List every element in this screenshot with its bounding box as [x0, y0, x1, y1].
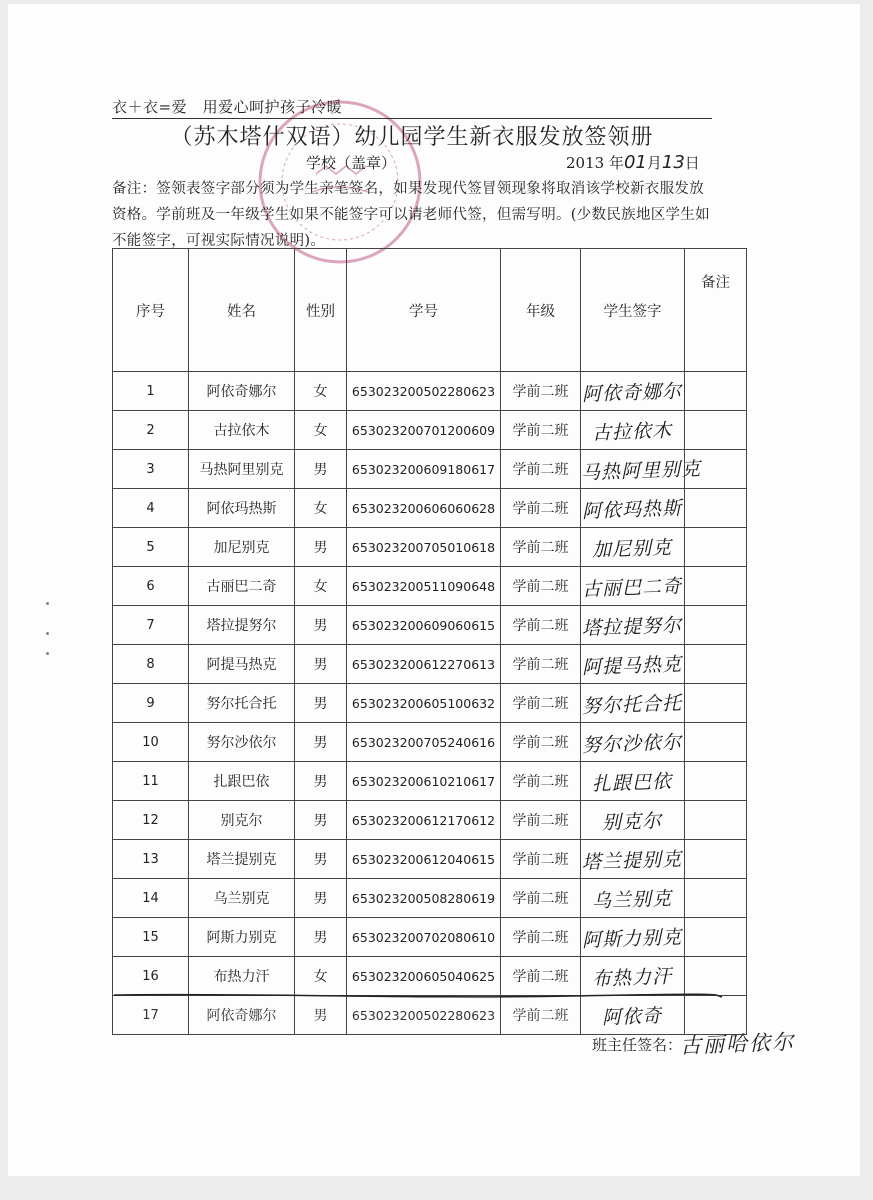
cell-signature [581, 996, 685, 1035]
header-student-id: 学号 [347, 249, 501, 372]
cell-name: 阿依奇娜尔 [189, 372, 295, 411]
cell-gender: 男 [295, 723, 347, 762]
table-row [113, 723, 747, 762]
handwritten-signature: 阿斯力别克 [582, 925, 683, 952]
cell-gender: 男 [295, 528, 347, 567]
header-gender: 性别 [295, 249, 347, 372]
cell-gender: 男 [295, 840, 347, 879]
cell-grade: 学前二班 [501, 996, 581, 1035]
cell-signature [581, 918, 685, 957]
cell-signature [581, 567, 685, 606]
roster-table [112, 248, 747, 1035]
cell-number: 11 [113, 762, 189, 801]
binder-dot [46, 632, 49, 635]
cell-name: 塔兰提别克 [189, 840, 295, 879]
cell-signature [581, 489, 685, 528]
cell-remarks [685, 801, 747, 840]
table-row [113, 567, 747, 606]
cell-signature [581, 801, 685, 840]
handwritten-signature: 努尔沙依尔 [582, 730, 683, 757]
cell-gender: 男 [295, 801, 347, 840]
cell-remarks [685, 372, 747, 411]
table-row [113, 801, 747, 840]
cell-remarks [685, 606, 747, 645]
table-row [113, 684, 747, 723]
cell-number: 4 [113, 489, 189, 528]
cell-name: 马热阿里别克 [189, 450, 295, 489]
cell-remarks [685, 723, 747, 762]
school-stamp-label: 学校（盖章） [306, 154, 397, 172]
header-name: 姓名 [189, 249, 295, 372]
cell-student-id: 653023200612170612 [347, 801, 501, 840]
cell-signature [581, 879, 685, 918]
cell-signature [581, 372, 685, 411]
header-grade: 年级 [501, 249, 581, 372]
cell-signature [581, 762, 685, 801]
table-row [113, 996, 747, 1035]
cell-name: 阿依玛热斯 [189, 489, 295, 528]
cell-remarks [685, 879, 747, 918]
strike-through-line [112, 991, 724, 1001]
cell-grade: 学前二班 [501, 528, 581, 567]
cell-grade: 学前二班 [501, 723, 581, 762]
binder-dot [46, 652, 49, 655]
cell-grade: 学前二班 [501, 684, 581, 723]
table-row [113, 879, 747, 918]
cell-name: 布热力汗 [189, 957, 295, 996]
cell-number: 16 [113, 957, 189, 996]
cell-grade: 学前二班 [501, 606, 581, 645]
handwritten-signature: 塔拉提努尔 [582, 613, 683, 640]
cell-remarks [685, 840, 747, 879]
cell-grade: 学前二班 [501, 840, 581, 879]
cell-gender: 女 [295, 372, 347, 411]
cell-grade: 学前二班 [501, 450, 581, 489]
cell-student-id: 653023200605100632 [347, 684, 501, 723]
cell-name: 乌兰别克 [189, 879, 295, 918]
header-number: 序号 [113, 249, 189, 372]
cell-name: 古丽巴二奇 [189, 567, 295, 606]
cell-remarks [685, 918, 747, 957]
cell-student-id: 653023200701200609 [347, 411, 501, 450]
cell-signature [581, 528, 685, 567]
cell-signature [581, 411, 685, 450]
cell-name: 古拉依木 [189, 411, 295, 450]
cell-student-id: 653023200508280619 [347, 879, 501, 918]
cell-student-id: 653023200705240616 [347, 723, 501, 762]
cell-remarks [685, 762, 747, 801]
handwritten-signature: 加尼别克 [592, 536, 673, 561]
cell-number: 13 [113, 840, 189, 879]
handwritten-signature: 努尔托合托 [582, 691, 683, 718]
cell-signature [580, 450, 702, 489]
cell-grade: 学前二班 [501, 645, 581, 684]
cell-name: 别克尔 [189, 801, 295, 840]
cell-grade: 学前二班 [501, 879, 581, 918]
cell-name: 阿斯力别克 [189, 918, 295, 957]
remarks-note: 备注：签领表签字部分须为学生亲笔签名，如果发现代签冒领现象将取消该学校新衣服发放资格。学前班及一年级学生如果不能签字可以请老师代签，但需写明。(少数民族地区学生如不能签字，可视实际情况说明)。 [112, 181, 710, 249]
cell-remarks [685, 567, 747, 606]
cell-name: 努尔沙依尔 [189, 723, 295, 762]
table-row [113, 528, 747, 567]
cell-name: 阿依奇娜尔 [189, 996, 295, 1035]
cell-gender: 男 [295, 606, 347, 645]
cell-gender: 男 [295, 996, 347, 1035]
cell-number: 5 [113, 528, 189, 567]
cell-name: 阿提马热克 [189, 645, 295, 684]
handwritten-signature: 阿依奇娜尔 [582, 379, 683, 406]
binder-dot [46, 602, 49, 605]
cell-grade: 学前二班 [501, 372, 581, 411]
date-day-suffix: 日 [684, 154, 700, 172]
cell-student-id: 653023200610210617 [347, 762, 501, 801]
cell-grade: 学前二班 [501, 801, 581, 840]
handwritten-signature: 阿依玛热斯 [582, 496, 683, 523]
cell-student-id: 653023200609060615 [347, 606, 501, 645]
cell-remarks [685, 528, 747, 567]
cell-number: 6 [113, 567, 189, 606]
table-row [113, 645, 747, 684]
cell-gender: 女 [295, 957, 347, 996]
cell-name: 塔拉提努尔 [189, 606, 295, 645]
cell-name: 扎跟巴依 [189, 762, 295, 801]
cell-number: 1 [113, 372, 189, 411]
cell-number: 2 [113, 411, 189, 450]
table-row [113, 840, 747, 879]
cell-grade: 学前二班 [501, 489, 581, 528]
cell-grade: 学前二班 [501, 567, 581, 606]
table-row [113, 489, 747, 528]
cell-student-id: 653023200502280623 [347, 996, 501, 1035]
cell-grade: 学前二班 [501, 918, 581, 957]
cell-number: 7 [113, 606, 189, 645]
cell-gender: 男 [295, 918, 347, 957]
cell-remarks [685, 957, 747, 996]
cell-student-id: 653023200705010618 [347, 528, 501, 567]
cell-gender: 男 [295, 762, 347, 801]
date-year: 2013 年 [566, 154, 624, 172]
cell-name: 努尔托合托 [189, 684, 295, 723]
cell-student-id: 653023200502280623 [347, 372, 501, 411]
handwritten-signature: 阿提马热克 [582, 652, 683, 679]
date-month: 01 [623, 152, 647, 173]
header-remarks: 备注 [685, 249, 747, 372]
cell-student-id: 653023200612040615 [347, 840, 501, 879]
cell-signature [581, 723, 685, 762]
slogan: 衣＋衣=爱 用爱心呵护孩子冷暖 [112, 98, 343, 116]
cell-number: 8 [113, 645, 189, 684]
teacher-label: 班主任签名： [592, 1036, 683, 1054]
cell-gender: 男 [295, 879, 347, 918]
cell-signature [581, 645, 685, 684]
cell-gender: 女 [295, 411, 347, 450]
cell-number: 14 [113, 879, 189, 918]
cell-student-id: 653023200605040625 [347, 957, 501, 996]
cell-number: 17 [113, 996, 189, 1035]
title-rule [112, 118, 712, 119]
cell-gender: 男 [295, 645, 347, 684]
cell-student-id: 653023200606060628 [347, 489, 501, 528]
cell-student-id: 653023200702080610 [347, 918, 501, 957]
roster-body [113, 372, 747, 1035]
teacher-signature: 古丽哈依尔 [679, 1030, 796, 1058]
cell-gender: 男 [295, 684, 347, 723]
handwritten-signature: 乌兰别克 [592, 887, 673, 912]
table-row [113, 450, 747, 489]
cell-gender: 女 [295, 567, 347, 606]
table-row [113, 957, 747, 996]
cell-student-id: 653023200511090648 [347, 567, 501, 606]
handwritten-signature: 阿依奇 [602, 1004, 663, 1029]
cell-remarks [685, 411, 747, 450]
header-signature: 学生签字 [581, 249, 685, 372]
cell-number: 15 [113, 918, 189, 957]
cell-remarks [685, 645, 747, 684]
table-row [113, 411, 747, 450]
cell-grade: 学前二班 [501, 411, 581, 450]
cell-grade: 学前二班 [501, 762, 581, 801]
handwritten-signature: 布热力汗 [592, 965, 673, 990]
date [566, 152, 700, 173]
cell-number: 3 [113, 450, 189, 489]
cell-remarks [685, 489, 747, 528]
cell-remarks [685, 684, 747, 723]
handwritten-signature: 别克尔 [602, 809, 663, 834]
table-header-row [113, 249, 747, 372]
cell-grade: 学前二班 [501, 957, 581, 996]
cell-signature [581, 840, 685, 879]
cell-name: 加尼别克 [189, 528, 295, 567]
table-row [113, 372, 747, 411]
handwritten-signature: 古拉依木 [592, 419, 673, 444]
table-row [113, 762, 747, 801]
cell-signature [581, 957, 685, 996]
date-month-suffix: 月 [646, 154, 662, 172]
cell-gender: 男 [295, 450, 347, 489]
cell-student-id: 653023200609180617 [347, 450, 501, 489]
date-day: 13 [661, 152, 685, 173]
cell-gender: 女 [295, 489, 347, 528]
page-title: （苏木塔什双语）幼儿园学生新衣服发放签领册 [170, 125, 654, 150]
handwritten-signature: 塔兰提别克 [582, 847, 683, 874]
handwritten-signature: 扎跟巴依 [592, 770, 673, 795]
handwritten-signature: 古丽巴二奇 [582, 574, 683, 601]
cell-signature [581, 684, 685, 723]
handwritten-signature: 马热阿里别克 [580, 457, 702, 484]
cell-signature [581, 606, 685, 645]
cell-number: 9 [113, 684, 189, 723]
cell-number: 10 [113, 723, 189, 762]
table-row [113, 606, 747, 645]
cell-student-id: 653023200612270613 [347, 645, 501, 684]
table-row [113, 918, 747, 957]
cell-number: 12 [113, 801, 189, 840]
